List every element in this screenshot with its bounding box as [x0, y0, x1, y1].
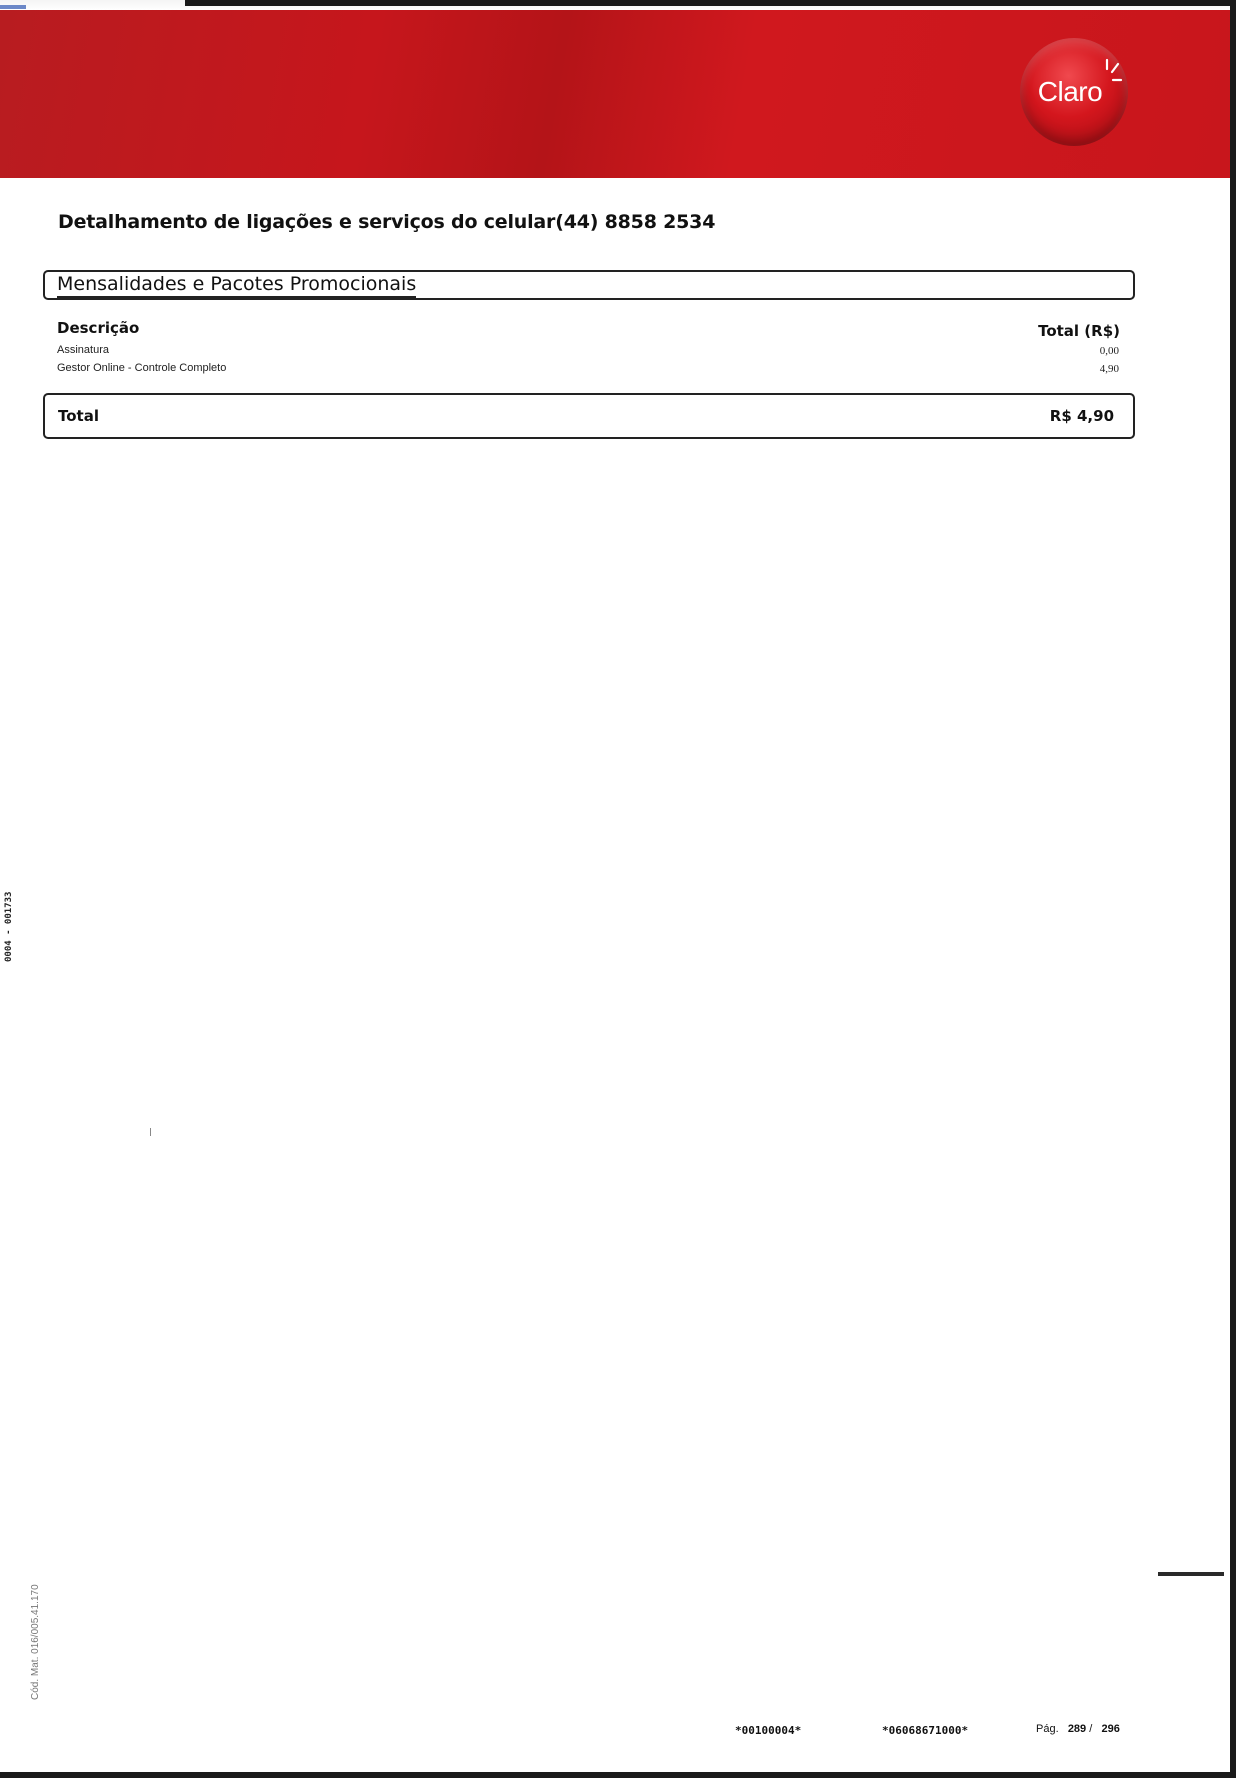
margin-mark [1158, 1572, 1224, 1576]
page-total: 296 [1101, 1723, 1120, 1735]
page-label: Pág. [1036, 1723, 1059, 1735]
logo-text: Claro [1037, 76, 1103, 107]
scan-bottom-edge [0, 1772, 1236, 1778]
row-value: 0,00 [1099, 345, 1119, 357]
footer-code-2: *06068671000* [882, 1724, 969, 1737]
section-title: Mensalidades e Pacotes Promocionais [57, 272, 416, 298]
section-header-box [43, 270, 1135, 300]
side-material-code: Cód. Mat. 016/005.41.170 [30, 1584, 41, 1700]
row-description: Assinatura [57, 344, 109, 356]
scan-top-border [185, 0, 1236, 6]
total-label: Total [58, 407, 99, 425]
footer-code-1: *00100004* [735, 1724, 802, 1737]
total-box [43, 393, 1135, 439]
page-current: 289 [1067, 1723, 1087, 1735]
claro-logo [1020, 38, 1128, 146]
total-value: R$ 4,90 [1049, 407, 1114, 425]
scan-blue-mark [0, 5, 26, 9]
scan-right-edge [1230, 0, 1236, 1778]
side-batch-code: 0004 - 001733 [4, 891, 14, 962]
row-value: 4,90 [1099, 363, 1119, 375]
table-row [57, 344, 1119, 360]
column-header-description: Descrição [57, 319, 140, 337]
page-title: Detalhamento de ligações e serviços do celular(44) 8858 2534 [58, 211, 716, 233]
footer-page-number [1036, 1723, 1120, 1735]
column-header-total: Total (R$) [1038, 322, 1120, 340]
page-separator: / [1089, 1723, 1093, 1735]
scan-speck [150, 1128, 151, 1136]
sun-rays-icon [1094, 56, 1124, 96]
table-row [57, 362, 1119, 378]
row-description: Gestor Online - Controle Completo [57, 362, 227, 374]
